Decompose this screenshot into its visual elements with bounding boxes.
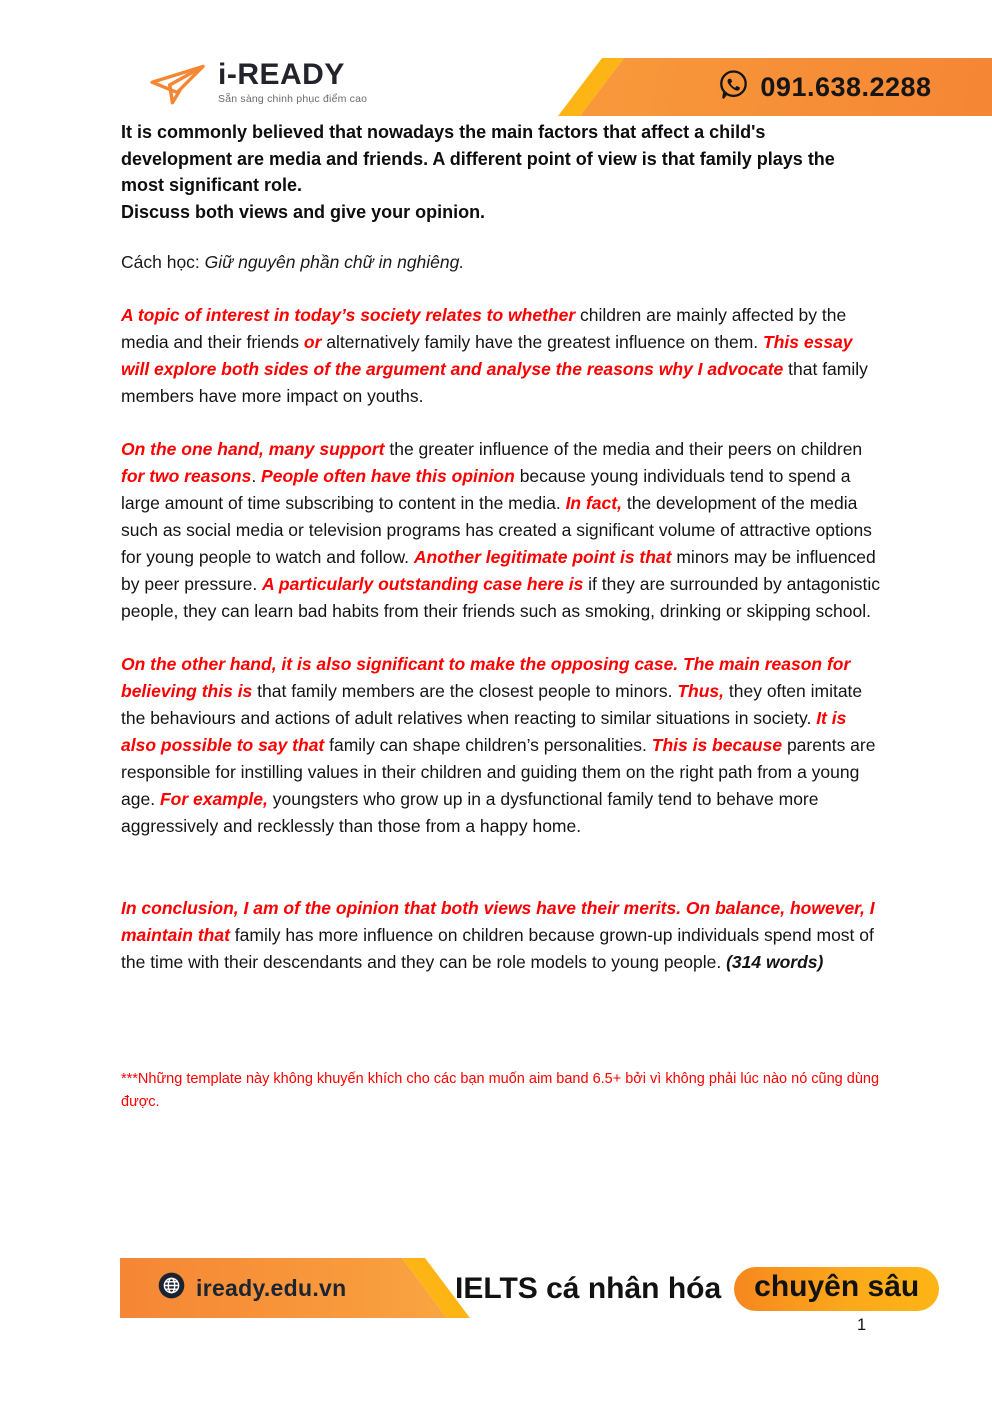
essay-segment-red: for two reasons bbox=[121, 466, 252, 486]
method-note-label: Cách học: bbox=[121, 252, 205, 272]
paper-plane-icon bbox=[148, 60, 208, 115]
essay-segment-plain: youngsters who grow up in a dysfunctional family tend to behave more aggressively and recklessly than those from a happy home. bbox=[121, 789, 819, 836]
page-number: 1 bbox=[857, 1316, 867, 1334]
essay-segment-red: or bbox=[303, 332, 327, 352]
essay-segment-red: Another legitimate point is that bbox=[413, 547, 677, 567]
essay-segment-red: Thus, bbox=[677, 681, 729, 701]
essay-segment-plain: because young individuals tend to spend a large amount of time subscribing to content in the media. bbox=[121, 466, 851, 513]
essay-segment-red: On the one hand, many support bbox=[121, 439, 390, 459]
essay-segment-red: On the other hand, it is also significant to make the opposing case. The main reason for believing this is bbox=[121, 654, 851, 701]
slogan-highlight-pill: chuyên sâu bbox=[734, 1267, 939, 1311]
essay-segment-red: In conclusion, I am of the opinion that both views have their merits. On balance, however, I maintain that bbox=[121, 898, 875, 945]
essay-segment-red: For example, bbox=[159, 789, 273, 809]
essay-segment-boldItalic: (314 words) bbox=[726, 952, 824, 972]
essay-segment-plain: family has more influence on children because grown-up individuals spend most of the time with their descendants and they can be role models to young people. bbox=[121, 925, 874, 972]
essay-paragraph-introduction bbox=[121, 302, 881, 410]
essay-segment-red: It is also possible to say that bbox=[121, 708, 847, 755]
essay-segment-red: A topic of interest in today’s society relates to whether bbox=[121, 305, 580, 325]
method-note-instruction: Giữ nguyên phần chữ in nghiêng. bbox=[204, 252, 465, 272]
phone-number[interactable]: 091.638.2288 bbox=[760, 71, 932, 102]
essay-segment-red: In fact, bbox=[565, 493, 627, 513]
slogan-text: IELTS cá nhân hóa bbox=[455, 1272, 722, 1305]
footer-slogan bbox=[455, 1262, 939, 1316]
website-url[interactable]: iready.edu.vn bbox=[196, 1274, 347, 1301]
essay-prompt bbox=[121, 119, 881, 225]
essay-segment-red: This essay will explore both sides of the argument and analyse the reasons why I advocate bbox=[121, 332, 853, 379]
essay-segment-plain: family can shape children’s personalities. bbox=[329, 735, 652, 755]
essay-paragraph-body2 bbox=[121, 651, 881, 840]
globe-icon bbox=[158, 1272, 185, 1304]
essay-segment-plain: alternatively family have the greatest influence on them. bbox=[326, 332, 764, 352]
prompt-task: Discuss both views and give your opinion. bbox=[121, 201, 486, 222]
phone-banner bbox=[558, 58, 992, 116]
essay-segment-plain: that family members are the closest people to minors. bbox=[257, 681, 678, 701]
essay-segment-plain: they often imitate the behaviours and actions of adult relatives when reacting to similar situations in society. bbox=[121, 681, 863, 728]
website-banner bbox=[120, 1258, 490, 1318]
essay-segment-red: A particularly outstanding case here is bbox=[262, 574, 589, 594]
phone-icon bbox=[718, 69, 749, 105]
essay-paragraph-body1 bbox=[121, 436, 881, 625]
essay-segment-plain: children are mainly affected by the media and their friends bbox=[121, 305, 847, 352]
essay-segment-plain: the greater influence of the media and their peers on children bbox=[389, 439, 863, 459]
essay-segment-plain: parents are responsible for instilling values in their children and guiding them on the right path from a young age. bbox=[121, 735, 876, 809]
method-note bbox=[121, 252, 881, 273]
brand-tagline: Sẵn sàng chinh phục điểm cao bbox=[218, 93, 368, 105]
essay-body bbox=[121, 302, 881, 1002]
essay-segment-plain: . bbox=[251, 466, 262, 486]
template-warning-note: ***Những template này không khuyến khích cho các bạn muốn aim band 6.5+ bởi vì không phải lúc nào nó cũng dùng được. bbox=[121, 1071, 880, 1110]
brand-name: i-READY bbox=[218, 58, 345, 91]
essay-segment-plain: the development of the media such as social media or television programs has created a significant volume of attractive options for young people to watch and follow. bbox=[121, 493, 872, 567]
essay-segment-plain: if they are surrounded by antagonistic people, they can learn bad habits from their friends such as smoking, drinking or skipping school. bbox=[121, 574, 881, 621]
brand-logo bbox=[148, 60, 367, 115]
essay-segment-plain: minors may be influenced by peer pressure. bbox=[121, 547, 876, 594]
essay-segment-red: People often have this opinion bbox=[261, 466, 520, 486]
essay-paragraph-conclusion bbox=[121, 895, 881, 976]
prompt-statement: It is commonly believed that nowadays the main factors that affect a child's development are media and friends. A different point of view is that family plays the most significant role. bbox=[121, 122, 835, 195]
essay-segment-plain: that family members have more impact on youths. bbox=[121, 359, 868, 406]
essay-segment-red: This is because bbox=[651, 735, 787, 755]
